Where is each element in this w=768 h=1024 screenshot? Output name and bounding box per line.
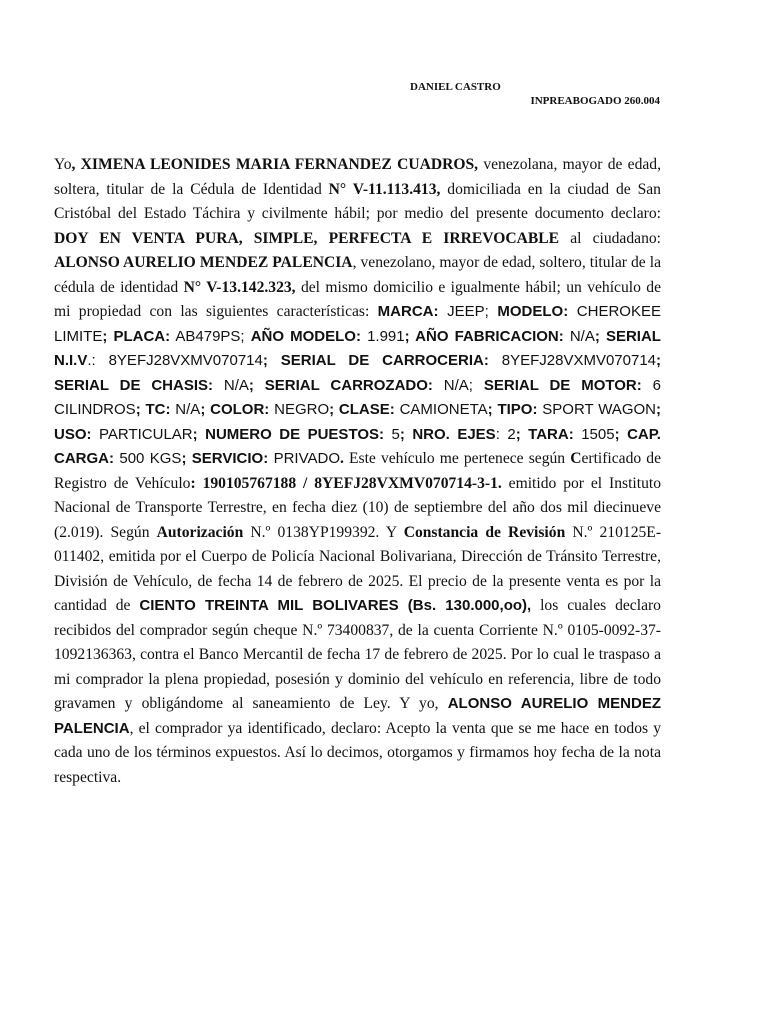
bold-text-segment: : 190105767188 / 8YEFJ28VXMV070714-3-1. (190, 474, 502, 492)
bold-text-segment: N° V-13.142.323, (183, 278, 296, 296)
bold-text-segment: MARCA: (377, 303, 439, 320)
text-segment: al ciudadano: (559, 229, 661, 247)
text-segment: N/A (213, 376, 249, 394)
text-segment: N.º 0138YP199392. Y (243, 523, 404, 541)
text-segment: : 2 (495, 425, 516, 443)
bold-text-segment: ; SERIAL DE CHASIS: (54, 352, 662, 394)
bold-text-segment: ; CAP. CARGA: (54, 425, 661, 467)
text-segment: emitido por el Instituto Nacional de Transporte Terrestre, en fecha diez (10) de septiembre del año dos mil diecinueve (2.019). Según (54, 474, 661, 541)
bold-text-segment: . (340, 450, 344, 467)
text-segment: los cuales declaro recibidos del comprador según cheque N.º 73400837, de la cuenta Corriente N.º 0105-0092-37-1092136363, contra el Banco Mercantil de fecha 17 de febrero de 2025. Por lo cual le traspaso a mi comprador la plena propiedad, posesión y dominio del vehículo en referencia, libre de todo gravamen y obligándome al saneamiento de Ley. Y yo, (54, 597, 661, 712)
text-segment: Yo (54, 156, 72, 173)
bold-text-segment: Autorización (156, 523, 244, 541)
bold-text-segment: , XIMENA LEONIDES MARIA FERNANDEZ CUADROS, (71, 156, 479, 173)
text-segment: venezolana, mayor de edad, soltera, titular de la Cédula de Identidad (54, 156, 661, 198)
document-header (380, 80, 660, 108)
bold-text-segment: ; NRO. EJES (399, 425, 496, 443)
bold-text-segment: ; COLOR: (200, 401, 270, 418)
text-segment: N.º 210125E-011402, emitida por el Cuerpo de Policía Nacional Bolivariana, Dirección de Tránsito Terrestre, División de Vehículo, de fecha 14 de febrero de 2025. El precio de la presente venta es por la cantidad de (54, 523, 662, 614)
bold-text-segment: Constancia de Revisión (403, 523, 566, 541)
bold-text-segment: AÑO MODELO: (250, 327, 361, 345)
text-segment: NEGRO (269, 401, 330, 418)
text-segment: domiciliada en la ciudad de San Cristóbal del Estado Táchira y civilmente hábil; por medio del presente documento declaro: (54, 180, 661, 222)
bold-text-segment: ; AÑO FABRICACION: (404, 327, 564, 345)
text-segment: N/A (170, 401, 201, 418)
bold-text-segment: ALONSO AURELIO MENDEZ PALENCIA (54, 695, 661, 737)
bold-text-segment: ; TC: (135, 401, 171, 418)
text-segment: N/A; (432, 376, 484, 394)
bold-text-segment: ; SERIAL N.I.V (54, 327, 661, 369)
attorney-registration: INPREABOGADO 260.004 (530, 95, 660, 107)
bold-text-segment: ; PLACA: (102, 327, 171, 345)
text-segment: 8YEFJ28VXMV070714 (488, 352, 657, 369)
text-segment: JEEP; (438, 303, 498, 320)
text-segment: N/A (563, 327, 595, 345)
text-segment: , venezolano, mayor de edad, soltero, titular de la cédula de identidad (54, 254, 661, 296)
text-segment: SPORT WAGON (537, 401, 656, 418)
text-segment: AB479PS; (170, 327, 251, 345)
bold-text-segment: CIENTO TREINTA MIL BOLIVARES (Bs. 130.000,oo), (139, 597, 532, 614)
bold-text-segment: ; SERVICIO: (181, 450, 269, 467)
bold-text-segment: ; SERIAL DE CARROCERIA: (262, 352, 489, 369)
bold-text-segment: ; NUMERO DE PUESTOS: (192, 425, 384, 443)
text-segment: CHEROKEE LIMITE (54, 303, 661, 345)
bold-text-segment: DOY EN VENTA PURA, SIMPLE, PERFECTA E IRREVOCABLE (54, 229, 560, 247)
bold-text-segment: MODELO: (497, 303, 569, 320)
text-segment: , el comprador ya identificado, declaro: Acepto la venta que se me hace en todos y cada uno de los términos expuestos. Así lo decimos, otorgamos y firmamos hoy fecha de la nota respectiva. (54, 719, 661, 786)
bold-text-segment: N° V-11.113.413, (328, 180, 441, 198)
document-body (54, 153, 661, 790)
text-segment: 1505 (573, 425, 615, 443)
text-segment: del mismo domicilio e igualmente hábil; un vehículo de mi propiedad con las siguientes características: (54, 278, 661, 320)
bold-text-segment: ALONSO AURELIO MENDEZ PALENCIA (54, 254, 353, 271)
text-segment: ertificado de Registro de Vehículo (54, 450, 662, 492)
text-segment: 1.991 (360, 327, 405, 345)
text-segment: .: 8YEFJ28VXMV070714 (87, 352, 263, 369)
bold-text-segment: ; TARA: (515, 425, 574, 443)
text-segment: Este vehículo me pertenece según (343, 450, 571, 467)
bold-text-segment: ; CLASE: (329, 401, 395, 418)
bold-text-segment: ; TIPO: (487, 401, 538, 418)
bold-text-segment: ; SERIAL CARROZADO: (248, 376, 433, 394)
text-segment: 5 (384, 425, 400, 443)
text-segment: 6 CILINDROS (54, 376, 661, 418)
text-segment: PRIVADO (268, 450, 340, 467)
text-segment: 500 KGS (114, 450, 182, 467)
text-segment: CAMIONETA (394, 401, 488, 418)
bold-text-segment: ; USO: (54, 401, 661, 443)
bold-text-segment: C (570, 450, 582, 467)
text-segment: PARTICULAR (91, 425, 193, 443)
attorney-name: DANIEL CASTRO (410, 81, 501, 93)
bold-text-segment: SERIAL DE MOTOR: (483, 376, 642, 394)
